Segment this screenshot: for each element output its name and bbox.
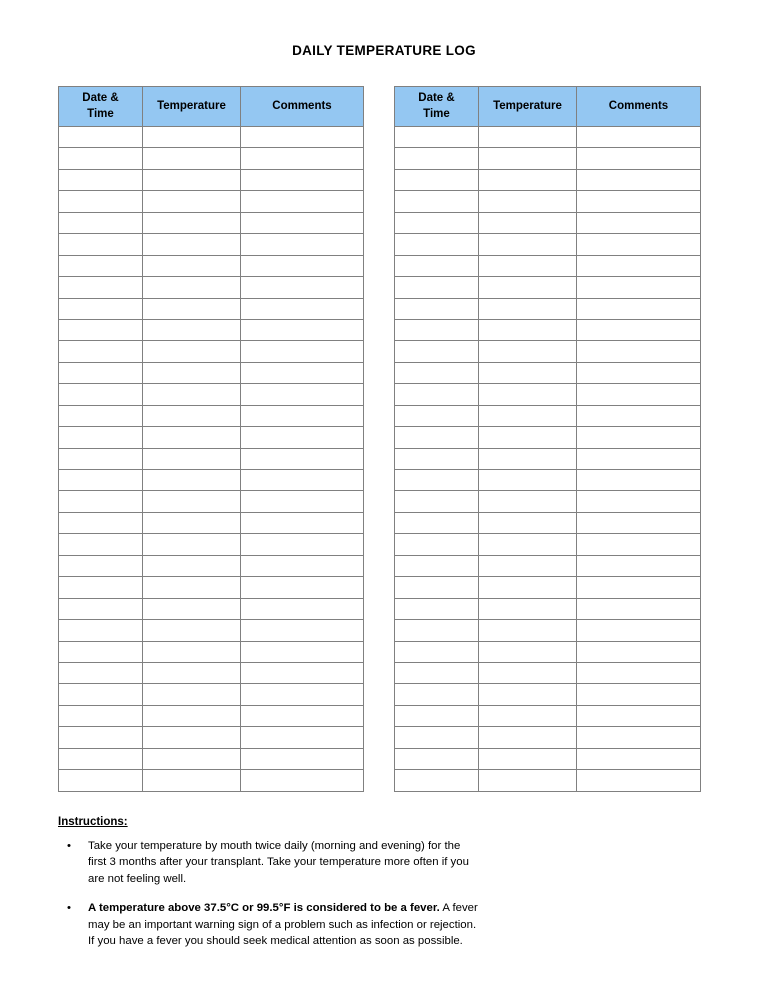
- table-row: [395, 470, 701, 491]
- cell-temperature[interactable]: [143, 491, 241, 512]
- cell-temperature[interactable]: [143, 598, 241, 619]
- cell-date_time[interactable]: [59, 748, 143, 769]
- cell-comments[interactable]: [577, 470, 701, 491]
- table-row: [59, 341, 364, 362]
- cell-comments[interactable]: [241, 598, 364, 619]
- cell-comments[interactable]: [241, 748, 364, 769]
- cell-comments[interactable]: [577, 512, 701, 533]
- cell-temperature[interactable]: [479, 534, 577, 555]
- table-row: [59, 298, 364, 319]
- cell-date_time[interactable]: [395, 512, 479, 533]
- cell-comments[interactable]: [577, 534, 701, 555]
- cell-date_time[interactable]: [59, 169, 143, 190]
- cell-date_time[interactable]: [59, 470, 143, 491]
- table-row: [395, 127, 701, 148]
- table-row: [59, 448, 364, 469]
- cell-comments[interactable]: [241, 555, 364, 576]
- table-row: [395, 234, 701, 255]
- column-header-temperature: Temperature: [479, 87, 577, 127]
- cell-date_time[interactable]: [59, 341, 143, 362]
- temperature-log-table-right: [394, 86, 701, 792]
- instruction-item-text: A fever may be an important warning sign of a problem such as infection or rejection. If you have a fever you should seek medical attention as soon as possible.: [88, 902, 478, 948]
- table-row: [59, 405, 364, 426]
- cell-date_time[interactable]: [59, 598, 143, 619]
- page-title: DAILY TEMPERATURE LOG: [292, 43, 476, 58]
- cell-comments[interactable]: [241, 770, 364, 791]
- cell-temperature[interactable]: [143, 148, 241, 169]
- cell-comments[interactable]: [577, 770, 701, 791]
- cell-date_time[interactable]: [59, 298, 143, 319]
- column-header-date-time-line2: Time: [87, 107, 114, 120]
- table-row: [395, 362, 701, 383]
- cell-date_time[interactable]: [395, 298, 479, 319]
- cell-temperature[interactable]: [479, 362, 577, 383]
- cell-comments[interactable]: [577, 598, 701, 619]
- cell-comments[interactable]: [577, 384, 701, 405]
- cell-date_time[interactable]: [59, 384, 143, 405]
- cell-temperature[interactable]: [479, 277, 577, 298]
- table-row: [59, 555, 364, 576]
- cell-date_time[interactable]: [59, 727, 143, 748]
- cell-temperature[interactable]: [143, 255, 241, 276]
- cell-temperature[interactable]: [143, 748, 241, 769]
- cell-date_time[interactable]: [59, 148, 143, 169]
- cell-comments[interactable]: [241, 577, 364, 598]
- table-row: [395, 770, 701, 791]
- cell-date_time[interactable]: [59, 577, 143, 598]
- cell-date_time[interactable]: [59, 705, 143, 726]
- table-row: [395, 148, 701, 169]
- cell-temperature[interactable]: [143, 512, 241, 533]
- cell-date_time[interactable]: [59, 319, 143, 340]
- table-row: [59, 598, 364, 619]
- table-row: [395, 341, 701, 362]
- cell-date_time[interactable]: [59, 212, 143, 233]
- cell-date_time[interactable]: [395, 234, 479, 255]
- cell-comments[interactable]: [577, 577, 701, 598]
- cell-temperature[interactable]: [479, 512, 577, 533]
- table-body-right: [395, 127, 701, 792]
- cell-temperature[interactable]: [143, 277, 241, 298]
- column-header-date-time: [59, 87, 143, 127]
- cell-date_time[interactable]: [395, 191, 479, 212]
- cell-comments[interactable]: [577, 705, 701, 726]
- table-row: [395, 577, 701, 598]
- cell-temperature[interactable]: [479, 427, 577, 448]
- cell-date_time[interactable]: [59, 534, 143, 555]
- column-header-date-time-line1: Date &: [418, 92, 455, 105]
- cell-comments[interactable]: [577, 277, 701, 298]
- table-row: [395, 191, 701, 212]
- cell-date_time[interactable]: [59, 512, 143, 533]
- cell-temperature[interactable]: [143, 405, 241, 426]
- cell-temperature[interactable]: [479, 384, 577, 405]
- cell-date_time[interactable]: [395, 341, 479, 362]
- cell-comments[interactable]: [241, 319, 364, 340]
- cell-date_time[interactable]: [395, 448, 479, 469]
- cell-date_time[interactable]: [395, 277, 479, 298]
- table-row: [59, 662, 364, 683]
- cell-date_time[interactable]: [59, 448, 143, 469]
- column-header-date-time-line1: Date &: [82, 92, 119, 105]
- instruction-item: [58, 900, 478, 949]
- cell-temperature[interactable]: [479, 341, 577, 362]
- cell-date_time[interactable]: [59, 277, 143, 298]
- table-row: [395, 662, 701, 683]
- table-row: [59, 127, 364, 148]
- cell-date_time[interactable]: [59, 555, 143, 576]
- table-row: [59, 641, 364, 662]
- cell-comments[interactable]: [577, 641, 701, 662]
- cell-comments[interactable]: [241, 448, 364, 469]
- cell-comments[interactable]: [241, 705, 364, 726]
- table-row: [395, 169, 701, 190]
- cell-temperature[interactable]: [143, 384, 241, 405]
- cell-temperature[interactable]: [479, 491, 577, 512]
- table-row: [395, 555, 701, 576]
- cell-comments[interactable]: [241, 212, 364, 233]
- cell-temperature[interactable]: [479, 212, 577, 233]
- cell-temperature[interactable]: [479, 169, 577, 190]
- cell-comments[interactable]: [241, 148, 364, 169]
- cell-temperature[interactable]: [143, 534, 241, 555]
- table-header-row: [59, 87, 364, 127]
- instruction-item-text: Take your temperature by mouth twice daily (morning and evening) for the first 3 months after your transplant. Take your temperature more often if you are not feeling well.: [88, 840, 469, 885]
- table-row: [395, 255, 701, 276]
- cell-comments[interactable]: [577, 727, 701, 748]
- table-row: [59, 770, 364, 791]
- cell-date_time[interactable]: [395, 362, 479, 383]
- column-header-comments: Comments: [241, 87, 364, 127]
- cell-temperature[interactable]: [143, 127, 241, 148]
- cell-comments[interactable]: [577, 662, 701, 683]
- cell-date_time[interactable]: [395, 470, 479, 491]
- cell-temperature[interactable]: [479, 684, 577, 705]
- cell-temperature[interactable]: [479, 555, 577, 576]
- table-row: [59, 169, 364, 190]
- cell-comments[interactable]: [577, 148, 701, 169]
- table-row: [59, 319, 364, 340]
- table-body-left: [59, 127, 364, 792]
- table-row: [59, 470, 364, 491]
- cell-comments[interactable]: [241, 512, 364, 533]
- cell-comments[interactable]: [577, 212, 701, 233]
- cell-temperature[interactable]: [479, 705, 577, 726]
- temperature-log-table-left: [58, 86, 364, 792]
- cell-date_time[interactable]: [59, 620, 143, 641]
- cell-temperature[interactable]: [143, 641, 241, 662]
- table-row: [395, 727, 701, 748]
- cell-date_time[interactable]: [395, 641, 479, 662]
- cell-comments[interactable]: [241, 405, 364, 426]
- cell-date_time[interactable]: [395, 748, 479, 769]
- cell-temperature[interactable]: [143, 577, 241, 598]
- instruction-item-bold-text: A temperature above 37.5°C or 99.5°F is considered to be a fever.: [88, 902, 440, 915]
- cell-comments[interactable]: [577, 555, 701, 576]
- cell-comments[interactable]: [241, 620, 364, 641]
- table-row: [395, 384, 701, 405]
- cell-comments[interactable]: [241, 127, 364, 148]
- cell-date_time[interactable]: [59, 191, 143, 212]
- cell-comments[interactable]: [241, 362, 364, 383]
- cell-date_time[interactable]: [59, 427, 143, 448]
- table-header-row: [395, 87, 701, 127]
- cell-temperature[interactable]: [479, 127, 577, 148]
- cell-temperature[interactable]: [143, 684, 241, 705]
- cell-date_time[interactable]: [395, 127, 479, 148]
- column-header-date-time: [395, 87, 479, 127]
- column-header-date-time-line2: Time: [423, 107, 450, 120]
- cell-temperature[interactable]: [143, 705, 241, 726]
- table-row: [395, 427, 701, 448]
- table-row: [59, 620, 364, 641]
- table-row: [59, 512, 364, 533]
- table-row: [395, 598, 701, 619]
- instructions-list: [58, 838, 478, 950]
- cell-date_time[interactable]: [395, 319, 479, 340]
- cell-date_time[interactable]: [395, 662, 479, 683]
- table-row: [59, 748, 364, 769]
- cell-temperature[interactable]: [479, 298, 577, 319]
- cell-date_time[interactable]: [59, 641, 143, 662]
- cell-temperature[interactable]: [143, 448, 241, 469]
- cell-comments[interactable]: [577, 362, 701, 383]
- cell-date_time[interactable]: [59, 684, 143, 705]
- cell-comments[interactable]: [241, 727, 364, 748]
- cell-comments[interactable]: [241, 470, 364, 491]
- cell-date_time[interactable]: [395, 427, 479, 448]
- cell-temperature[interactable]: [143, 727, 241, 748]
- cell-comments[interactable]: [241, 277, 364, 298]
- table-row: [59, 705, 364, 726]
- cell-temperature[interactable]: [479, 620, 577, 641]
- table-row: [59, 234, 364, 255]
- table-row: [395, 641, 701, 662]
- cell-comments[interactable]: [241, 191, 364, 212]
- cell-temperature[interactable]: [479, 255, 577, 276]
- bullet-icon: •: [67, 902, 71, 915]
- table-row: [395, 620, 701, 641]
- cell-temperature[interactable]: [143, 234, 241, 255]
- cell-date_time[interactable]: [395, 384, 479, 405]
- cell-temperature[interactable]: [143, 191, 241, 212]
- cell-date_time[interactable]: [395, 405, 479, 426]
- table-row: [395, 212, 701, 233]
- cell-date_time[interactable]: [395, 169, 479, 190]
- cell-comments[interactable]: [577, 255, 701, 276]
- table-row: [59, 277, 364, 298]
- cell-temperature[interactable]: [479, 191, 577, 212]
- cell-temperature[interactable]: [479, 748, 577, 769]
- cell-comments[interactable]: [241, 341, 364, 362]
- cell-comments[interactable]: [577, 491, 701, 512]
- cell-date_time[interactable]: [395, 705, 479, 726]
- instructions-heading: Instructions:: [58, 816, 128, 828]
- cell-temperature[interactable]: [479, 148, 577, 169]
- cell-date_time[interactable]: [59, 770, 143, 791]
- cell-temperature[interactable]: [143, 555, 241, 576]
- cell-date_time[interactable]: [395, 598, 479, 619]
- cell-date_time[interactable]: [395, 212, 479, 233]
- cell-date_time[interactable]: [59, 491, 143, 512]
- table-row: [395, 277, 701, 298]
- table-row: [395, 298, 701, 319]
- column-header-temperature: Temperature: [143, 87, 241, 127]
- cell-temperature[interactable]: [479, 448, 577, 469]
- cell-comments[interactable]: [241, 169, 364, 190]
- cell-temperature[interactable]: [479, 234, 577, 255]
- cell-date_time[interactable]: [395, 684, 479, 705]
- cell-date_time[interactable]: [395, 727, 479, 748]
- cell-date_time[interactable]: [395, 620, 479, 641]
- cell-temperature[interactable]: [143, 362, 241, 383]
- table-row: [59, 727, 364, 748]
- cell-date_time[interactable]: [395, 555, 479, 576]
- cell-temperature[interactable]: [143, 620, 241, 641]
- cell-comments[interactable]: [577, 405, 701, 426]
- table-row: [59, 684, 364, 705]
- cell-comments[interactable]: [577, 169, 701, 190]
- cell-comments[interactable]: [241, 491, 364, 512]
- cell-temperature[interactable]: [143, 298, 241, 319]
- instructions-section: [58, 816, 478, 950]
- cell-temperature[interactable]: [479, 598, 577, 619]
- cell-date_time[interactable]: [395, 534, 479, 555]
- cell-date_time[interactable]: [395, 577, 479, 598]
- cell-comments[interactable]: [241, 298, 364, 319]
- table-row: [59, 534, 364, 555]
- table-row: [395, 512, 701, 533]
- table-row: [59, 491, 364, 512]
- cell-temperature[interactable]: [479, 405, 577, 426]
- table-row: [59, 148, 364, 169]
- cell-comments[interactable]: [577, 427, 701, 448]
- table-row: [59, 427, 364, 448]
- bullet-icon: •: [67, 840, 71, 852]
- cell-temperature[interactable]: [143, 212, 241, 233]
- cell-comments[interactable]: [577, 234, 701, 255]
- cell-temperature[interactable]: [143, 770, 241, 791]
- table-row: [395, 448, 701, 469]
- cell-temperature[interactable]: [479, 319, 577, 340]
- cell-temperature[interactable]: [479, 641, 577, 662]
- cell-date_time[interactable]: [395, 770, 479, 791]
- cell-date_time[interactable]: [59, 255, 143, 276]
- cell-temperature[interactable]: [143, 470, 241, 491]
- cell-comments[interactable]: [577, 748, 701, 769]
- cell-date_time[interactable]: [59, 362, 143, 383]
- cell-comments[interactable]: [577, 127, 701, 148]
- table-row: [395, 319, 701, 340]
- cell-temperature[interactable]: [143, 662, 241, 683]
- instruction-item: [58, 838, 478, 887]
- cell-temperature[interactable]: [479, 662, 577, 683]
- table-row: [59, 212, 364, 233]
- table-row: [395, 491, 701, 512]
- table-row: [395, 534, 701, 555]
- table-row: [395, 748, 701, 769]
- table-row: [395, 705, 701, 726]
- cell-temperature[interactable]: [143, 319, 241, 340]
- cell-date_time[interactable]: [395, 255, 479, 276]
- cell-comments[interactable]: [577, 448, 701, 469]
- cell-temperature[interactable]: [479, 770, 577, 791]
- table-row: [59, 384, 364, 405]
- cell-comments[interactable]: [241, 384, 364, 405]
- column-header-comments: Comments: [577, 87, 701, 127]
- cell-comments[interactable]: [577, 620, 701, 641]
- cell-date_time[interactable]: [59, 405, 143, 426]
- table-row: [395, 405, 701, 426]
- cell-date_time[interactable]: [395, 491, 479, 512]
- table-row: [59, 577, 364, 598]
- cell-temperature[interactable]: [479, 577, 577, 598]
- cell-date_time[interactable]: [59, 127, 143, 148]
- cell-temperature[interactable]: [143, 169, 241, 190]
- cell-comments[interactable]: [241, 684, 364, 705]
- table-row: [395, 684, 701, 705]
- cell-date_time[interactable]: [59, 662, 143, 683]
- cell-temperature[interactable]: [479, 470, 577, 491]
- cell-comments[interactable]: [241, 662, 364, 683]
- cell-date_time[interactable]: [59, 234, 143, 255]
- cell-comments[interactable]: [577, 341, 701, 362]
- cell-comments[interactable]: [577, 684, 701, 705]
- cell-comments[interactable]: [577, 191, 701, 212]
- table-row: [59, 362, 364, 383]
- cell-comments[interactable]: [241, 427, 364, 448]
- cell-temperature[interactable]: [143, 341, 241, 362]
- cell-comments[interactable]: [241, 234, 364, 255]
- cell-temperature[interactable]: [143, 427, 241, 448]
- cell-comments[interactable]: [577, 319, 701, 340]
- cell-comments[interactable]: [241, 534, 364, 555]
- cell-date_time[interactable]: [395, 148, 479, 169]
- cell-comments[interactable]: [577, 298, 701, 319]
- cell-comments[interactable]: [241, 641, 364, 662]
- cell-temperature[interactable]: [479, 727, 577, 748]
- table-row: [59, 255, 364, 276]
- table-row: [59, 191, 364, 212]
- cell-comments[interactable]: [241, 255, 364, 276]
